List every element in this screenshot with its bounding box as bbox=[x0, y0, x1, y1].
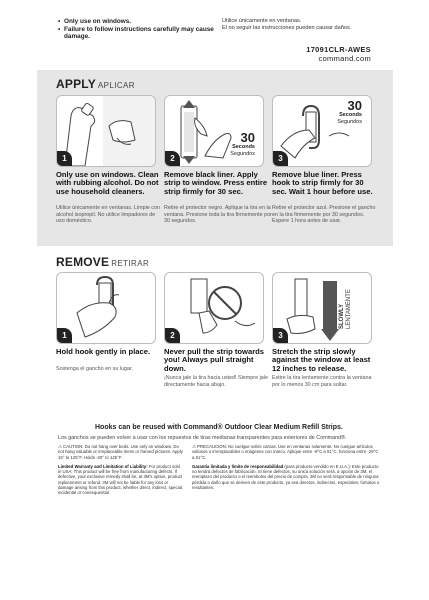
website: command.com bbox=[318, 54, 371, 63]
caution-es: ⚠ PRECAUCIÓN: No cuelgue sobre camas. Use en ventanas solamente. No cuelgue artículos valiosos o irremplazables o imágenes con marco. Aplique entre -9°C a 51°C, funciona entre -29°C a 51°C. bbox=[192, 444, 379, 460]
warranty-es: (para producto vendido en E.U.A.): Este producto no tendrá defectos de fabricación. Si tiene defectos, su única solución será, a opción de 3M, el reemplazo del producto o el reembolso del precio de compra. 3M no será responsable de ninguna pérdida o daño que se deriven de este producto, ya sea directos, indirectos, especiales, fortuitos o resultantes. bbox=[192, 463, 380, 491]
step-number: 1 bbox=[57, 328, 72, 343]
slowly-label-es: LENTAMENTE bbox=[346, 289, 352, 329]
apply-step-3-illustration bbox=[272, 95, 372, 167]
step-number: 2 bbox=[165, 328, 180, 343]
warranty-title-en: Limited Warranty and Limitation of Liability: bbox=[58, 463, 148, 469]
step-number: 2 bbox=[165, 151, 180, 166]
timer-badge bbox=[337, 100, 362, 126]
step-number: 3 bbox=[273, 151, 288, 166]
step-text-es: Retire el protector negro. Aplique la tira en la ventana. Presione toda la tira firmemente por 30 segundos. bbox=[164, 205, 272, 225]
legal-column-en bbox=[58, 444, 184, 500]
timer-badge bbox=[230, 132, 255, 158]
timer-unit: Seconds bbox=[232, 144, 255, 150]
remove-step-2-illustration bbox=[164, 272, 264, 344]
remove-step-1-illustration bbox=[56, 272, 156, 344]
remove-step-3-illustration bbox=[272, 272, 372, 344]
step-text-es: ¡Nunca jale la tira hacia usted! Siempre jale directamente hacia abajo. bbox=[164, 375, 268, 388]
timer-value: 30 bbox=[347, 98, 362, 113]
step-text: Only use on windows. Clean with rubbing alcohol. Do not use household cleaners. bbox=[56, 170, 159, 196]
apply-step-2-illustration bbox=[164, 95, 264, 167]
step-text: Hold hook gently in place. bbox=[56, 347, 151, 356]
timer-unit-es: Segundos bbox=[230, 151, 255, 157]
refill-headline: Hooks can be reused with Command® Outdoor Clear Medium Refill Strips. bbox=[95, 424, 343, 431]
warranty-en: For product sold in USA: This product will be free from manufacturing defects. If defective, your exclusive remedy shall be, at 3M's option, product replacement or refund. 3M will not be liable for any loss or damage arising from this product, whether direct, indirect, special, incidental or consequential. bbox=[58, 463, 184, 496]
step-text: Stretch the strip slowly against the window at least 12 inches to release. bbox=[272, 347, 371, 373]
step-text: Remove black liner. Apply strip to window. Press entire strip firmly for 30 sec. bbox=[164, 170, 268, 196]
timer-unit: Seconds bbox=[339, 112, 362, 118]
legal-column-es bbox=[192, 444, 382, 494]
step-text-es: Utilice únicamente en ventanas. Limpie con alcohol isopropil. No utilice limpadores de uso doméstico. bbox=[56, 205, 160, 225]
remove-section bbox=[37, 248, 393, 415]
product-code-block bbox=[306, 45, 371, 63]
warning-item: • Only use on windows. bbox=[58, 18, 228, 26]
apply-step-1-illustration bbox=[56, 95, 156, 167]
timer-unit-es: Segundos bbox=[337, 119, 362, 125]
apply-title: APPLY APLICAR bbox=[56, 77, 135, 91]
warning-item-es: El no seguir las instrucciones pueden causar daños. bbox=[222, 25, 352, 31]
step-number: 1 bbox=[57, 151, 72, 166]
step-text: Never pull the strip towards you! Always pull straight down. bbox=[164, 347, 265, 373]
slowly-label: SLOWLY bbox=[339, 303, 345, 329]
step-number: 3 bbox=[273, 328, 288, 343]
step-text-es: Sostenga el gancho en su lugar. bbox=[56, 366, 134, 372]
remove-title-es: RETIRAR bbox=[111, 259, 150, 268]
caution-en: ⚠ CAUTION: Do not hang over beds. Use only on windows. Do not hang valuable or irreplaceable items or framed pictures. Apply 15° to 125°F. Holds -20° to 125°F. bbox=[58, 444, 183, 460]
refill-headline-es: Los ganchos se pueden volver a usar con los repuestos de tiras medianas transparentes para exteriores de Command®. bbox=[58, 435, 347, 441]
warranty-title-es: Garantía limitada y límite de responsabilidad bbox=[192, 463, 284, 469]
warning-item-es: Utilice únicamente en ventanas. bbox=[222, 18, 302, 24]
remove-title: REMOVE RETIRAR bbox=[56, 255, 150, 269]
apply-section bbox=[37, 70, 393, 246]
timer-value: 30 bbox=[240, 130, 255, 145]
step-text-es: Retire el protector azul. Presione el gancho en la tira firmemente por 30 segundos. Espere 1 hora antes de usar. bbox=[272, 205, 376, 225]
step-text-es: Estire la tira lentamente contra la ventana por lo menos 30 cm para soltar. bbox=[272, 375, 372, 388]
warnings-en bbox=[58, 18, 228, 41]
warnings-es bbox=[222, 18, 412, 32]
apply-title-es: APLICAR bbox=[97, 81, 135, 90]
product-code: 17091CLR-AWES bbox=[306, 45, 371, 54]
slowly-arrow-label bbox=[339, 289, 353, 329]
step-text: Remove blue liner. Press hook to strip firmly for 30 sec. Wait 1 hour before use. bbox=[272, 170, 373, 196]
warning-item: • Failure to follow instructions carefully may cause damage. bbox=[58, 26, 228, 41]
